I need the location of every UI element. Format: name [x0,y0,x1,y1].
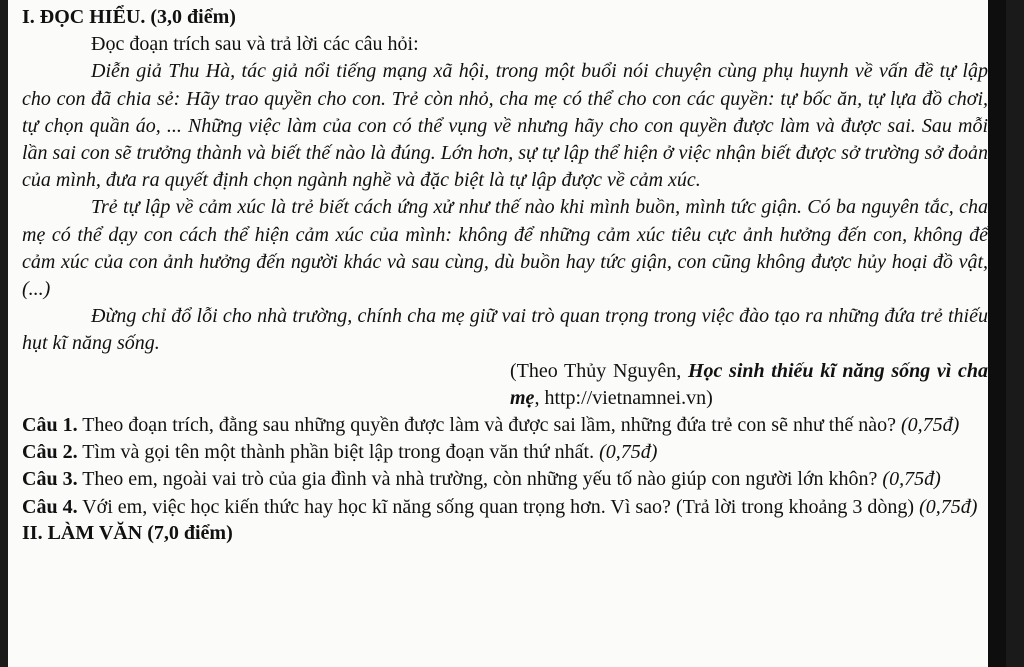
question-label: Câu 4. [22,495,78,518]
question-text: Với em, việc học kiến thức hay học kĩ năng sống quan trọng hơn. Vì sao? (Trả lời trong khoảng 3 dòng) [77,495,920,518]
question-label: Câu 1. [22,414,78,437]
question-text: Theo em, ngoài vai trò của gia đình và nhà trường, còn những yếu tố nào giúp con người lớn khôn? [77,468,883,491]
source-prefix: (Theo Thủy Nguyên, [510,359,688,382]
question-score: (0,75đ) [900,414,960,437]
question-3 [22,466,988,493]
question-score: (0,75đ) [919,495,978,518]
question-4 [22,494,988,521]
document-content [22,4,988,544]
passage-paragraph-3: Đừng chỉ đổ lỗi cho nhà trường, chính cha mẹ giữ vai trò quan trọng trong việc đào tạo ra những đứa trẻ thiếu hụt kĩ năng sống. [22,305,988,355]
source-suffix: , http://vietnamnei.vn) [534,386,713,409]
question-label: Câu 2. [22,441,78,464]
section-heading: I. ĐỌC HIỂU. (3,0 điểm) [22,6,236,28]
question-text: Theo đoạn trích, đằng sau những quyền được làm và được sai lầm, những đứa trẻ con sẽ như thế nào? [77,414,901,437]
question-2 [22,439,988,466]
section-intro: Đọc đoạn trích sau và trả lời các câu hỏi: [91,33,419,56]
passage-paragraph-2: Trẻ tự lập về cảm xúc là trẻ biết cách ứng xử như thế nào khi mình buồn, mình tức giận. Có ba nguyên tắc, cha mẹ có thể dạy con cách thể hiện cảm xúc của mình: không để những cảm xúc tiêu cực ảnh hưởng đến con, không để cảm xúc của con ảnh hưởng đến người khác và sau cùng, dù buồn hay tức giận, con cũng không được hủy hoại đồ vật, (...) [22,196,988,301]
next-section-heading: II. LÀM VĂN (7,0 điểm) [22,521,233,544]
question-score: (0,75đ) [599,441,658,464]
page-edge-shadow [988,0,1006,667]
document-page [8,0,1006,667]
question-text: Tìm và gọi tên một thành phần biệt lập trong đoạn văn thứ nhất. [77,441,600,464]
source-title: Học sinh thiếu kĩ năng sống vì cha mẹ [510,359,988,409]
passage-source [510,358,988,412]
question-score: (0,75đ) [882,468,941,491]
passage-paragraph-1: Diễn giả Thu Hà, tác giả nổi tiếng mạng xã hội, trong một buổi nói chuyện cùng phụ huynh về vấn đề tự lập cho con đã chia sẻ: Hãy trao quyền cho con. Trẻ còn nhỏ, cha mẹ có thể cho con các quyền: tự bốc ăn, tự lựa đồ chơi, tự chọn quần áo, ... Những việc làm của con có thể vụng về nhưng hãy cho con quyền được làm và được sai. Sau mỗi lần sai con sẽ trưởng thành và biết thế nào là đúng. Lớn hơn, sự tự lập thể hiện ở việc nhận biết được sở trường sở đoản của mình, đưa ra quyết định chọn ngành nghề và đặc biệt là tự lập được về cảm xúc. [22,60,988,192]
question-1 [22,412,988,439]
question-label: Câu 3. [22,468,78,491]
